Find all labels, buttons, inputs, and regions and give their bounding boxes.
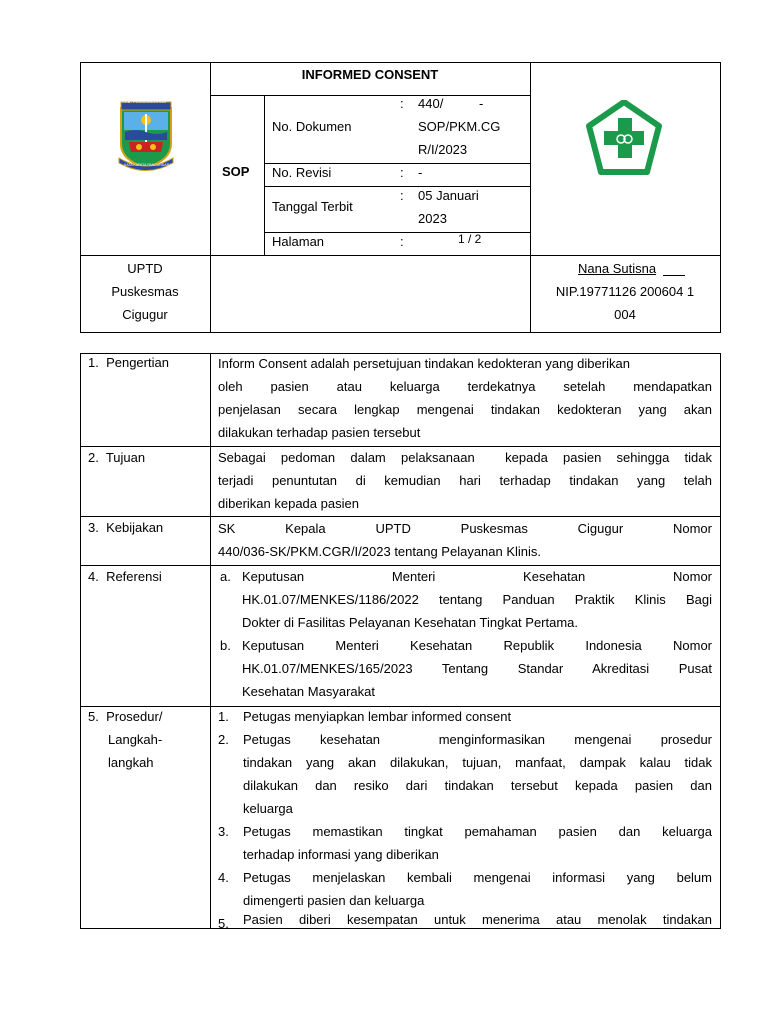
list-marker: 3. [218, 824, 229, 839]
rule [264, 95, 265, 256]
district-emblem-icon [117, 98, 175, 172]
section-label: 5. Prosedur/ [88, 709, 163, 724]
org-line: Cigugur [122, 307, 168, 322]
list-item-text: keluarga [243, 801, 293, 816]
rule [80, 255, 721, 256]
colon: : [400, 165, 404, 180]
list-item-text: Pasien diberi kesempatan untuk menerima atau menolak tindakan [243, 912, 712, 927]
rule [264, 186, 530, 187]
signer-name: Nana Sutisna [578, 261, 657, 276]
revision-label: No. Revisi [272, 165, 332, 180]
colon: : [400, 234, 404, 249]
list-item-text: Kesehatan Masyarakat [242, 684, 375, 699]
doc-number-value: R/I/2023 [418, 142, 468, 157]
list-item-text: tindakan yang akan dilakukan, tujuan, manfaat, dampak kalau tidak [243, 755, 712, 770]
page-title: INFORMED CONSENT [301, 67, 439, 82]
list-marker: 4. [218, 870, 229, 885]
list-marker: 1. [218, 709, 229, 724]
section-text: oleh pasien atau keluarga terdekatnya setelah mendapatkan [218, 379, 712, 394]
section-text: Sebagai pedoman dalam pelaksanaan kepada pasien sehingga tidak [218, 450, 712, 465]
list-item-text: terhadap informasi yang diberikan [243, 847, 439, 862]
section-text: Inform Consent adalah persetujuan tindakan kedokteran yang diberikan [218, 356, 630, 371]
signer-nip: 004 [614, 307, 636, 322]
section-text: terjadi penuntutan di kemudian hari terhadap tindakan yang telah [218, 473, 712, 488]
section-text: penjelasan secara lengkap mengenai tindakan kedokteran yang akan [218, 402, 712, 417]
rule [210, 62, 211, 333]
rule [720, 62, 721, 333]
org-line: Puskesmas [111, 284, 179, 299]
list-item-text: dilakukan dan resiko dari tindakan tersebut kepada pasien dan [243, 778, 712, 793]
signer-nip: NIP.19771126 200604 1 [555, 284, 695, 299]
list-item-text: Keputusan Menteri Kesehatan Nomor [242, 569, 712, 584]
list-marker: a. [220, 569, 231, 584]
section-text: diberikan kepada pasien [218, 496, 359, 511]
section-text: 440/036-SK/PKM.CGR/I/2023 tentang Pelayanan Klinis. [218, 544, 542, 559]
list-item-text: Petugas menyiapkan lembar informed consent [243, 709, 512, 724]
doc-number-value: SOP/PKM.CG [418, 119, 501, 134]
page-label: Halaman [272, 234, 325, 249]
colon: : [400, 96, 404, 111]
section-text: SK Kepala UPTD Puskesmas Cigugur Nomor [218, 521, 712, 536]
section-text: dilakukan terhadap pasien tersebut [218, 425, 421, 440]
puskesmas-logo-icon [585, 100, 663, 176]
list-item-text: Petugas kesehatan menginformasikan mengenai prosedur [243, 732, 712, 747]
list-item-text: Dokter di Fasilitas Pelayanan Kesehatan Tingkat Pertama. [242, 615, 579, 630]
emblem-ribbon-text: KATA KAPATA PANGANDARAN [124, 163, 174, 167]
list-item-text: Petugas memastikan tingkat pemahaman pasien dan keluarga [243, 824, 712, 839]
rule [80, 332, 721, 333]
revision-value: - [418, 165, 423, 180]
emblem-banner-text: KAB. PANGANDARAN [122, 99, 167, 104]
list-item-text: HK.01.07/MENKES/165/2023 Tentang Standar Akreditasi Pusat [242, 661, 712, 676]
list-item-text: dimengerti pasien dan keluarga [243, 893, 425, 908]
org-line: UPTD [127, 261, 163, 276]
list-marker: b. [220, 638, 231, 653]
page-value: 1 / 2 [458, 232, 482, 246]
doc-number-value: 440/ [418, 96, 444, 111]
section-label: langkah [108, 755, 154, 770]
section-label: 2. Tujuan [88, 450, 146, 465]
list-marker: 5. [218, 916, 229, 931]
rule [80, 353, 81, 929]
rule [210, 353, 211, 929]
section-label: 4. Referensi [88, 569, 162, 584]
doc-number-value: - [479, 96, 484, 111]
issue-date-label: Tanggal Terbit [272, 199, 353, 214]
section-label: 3. Kebijakan [88, 520, 164, 535]
issue-date-value: 2023 [418, 211, 447, 226]
list-item-text: Petugas menjelaskan kembali mengenai informasi yang belum [243, 870, 712, 885]
issue-date-value: 05 Januari [418, 188, 479, 203]
signer-underline [663, 275, 685, 276]
doc-number-label: No. Dokumen [272, 119, 352, 134]
list-item-text: HK.01.07/MENKES/1186/2022 tentang Panduan Praktik Klinis Bagi [242, 592, 712, 607]
colon: : [400, 188, 404, 203]
rule [720, 353, 721, 929]
list-item-text: Keputusan Menteri Kesehatan Republik Indonesia Nomor [242, 638, 712, 653]
sop-label: SOP [222, 164, 250, 179]
section-label: 1. Pengertian [88, 355, 169, 370]
list-marker: 2. [218, 732, 229, 747]
section-label: Langkah- [108, 732, 163, 747]
